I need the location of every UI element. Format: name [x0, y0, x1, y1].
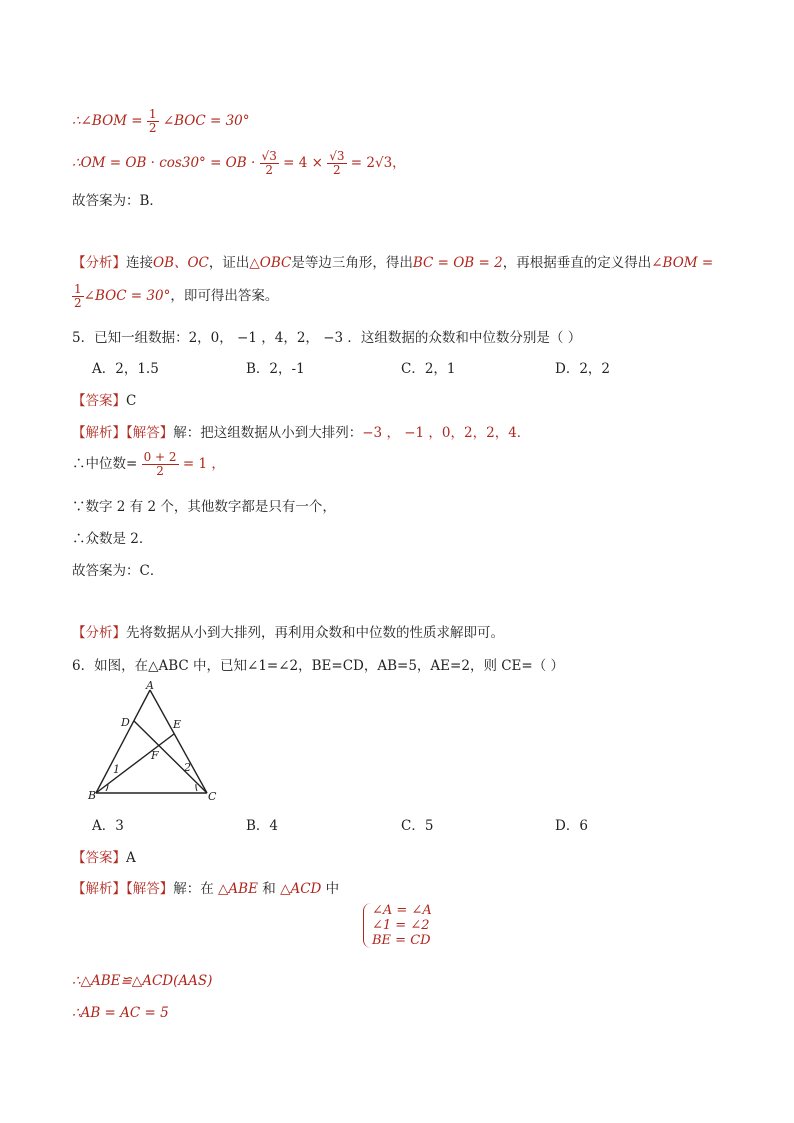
q5-stem: 5．已知一组数据：2，0， −1 ，4，2， −3 ．这组数据的众数和中位数分别是（ ）: [72, 330, 582, 346]
q6-answer: 【答案】A: [72, 850, 136, 866]
label-e: E: [173, 718, 182, 731]
label-d: D: [121, 716, 130, 729]
q4-analysis: 【分析】连接OB、OC，证出△OBC是等边三角形，得出BC = OB = 2，再根据垂直的定义得出∠BOM =: [72, 255, 714, 271]
q5-answer-line: 故答案为：C．: [72, 563, 164, 579]
q5-option-a: A．2，1.5: [92, 361, 159, 377]
q5-solution: 【解析】【解答】解：把这组数据从小到大排列：−3 ， −1 ，0，2，2，4．: [72, 425, 531, 441]
fraction: $\frac{1}{2}$: [74, 282, 82, 311]
q5-option-c: C．2，1: [401, 361, 456, 377]
fraction: $\frac{0 + 2}{2}$: [143, 450, 177, 479]
label-angle-2: 2: [184, 761, 191, 774]
q6-option-b: B．4: [246, 818, 279, 834]
congruent-line: ∴△ABE≌△ACD(AAS): [72, 973, 213, 989]
label-c: C: [208, 790, 217, 803]
label-angle-1: 1: [113, 763, 120, 776]
q6-option-c: C．5: [401, 818, 434, 834]
q6-option-d: D．6: [555, 818, 588, 834]
q5-count-line: ∵数字 2 有 2 个，其他数字都是只有一个，: [72, 499, 336, 515]
om-equation: ∴OM = OB · cos30° = OB · $\frac{√3}{2}$ = 4 × $\frac{√3}{2}$ = 2√3，: [72, 149, 406, 178]
q5-option-d: D．2，2: [555, 361, 611, 377]
q4-answer-line: 故答案为：B．: [72, 193, 163, 209]
fraction: $\frac{1}{2}$: [148, 107, 157, 136]
q5-option-b: B．2，-1: [246, 361, 305, 377]
system-row: ∠1 = ∠2: [372, 918, 430, 933]
q5-mode-line: ∴众数是 2．: [72, 531, 153, 547]
label-a: A: [146, 680, 154, 692]
label-f: F: [151, 749, 159, 762]
conclusion-line: ∴AB = AC = 5: [72, 1005, 169, 1021]
fraction: $\frac{√3}{2}$: [261, 149, 277, 178]
q5-analysis: 【分析】先将数据从小到大排列，再利用众数和中位数的性质求解即可。: [72, 625, 504, 641]
q6-option-a: A．3: [92, 818, 124, 834]
fraction: $\frac{√3}{2}$: [329, 149, 345, 178]
system-row: BE = CD: [372, 933, 431, 948]
triangle-figure: [86, 680, 236, 805]
equation-system: [363, 903, 432, 948]
system-row: ∠A = ∠A: [372, 903, 432, 918]
q4-analysis-cont: $\frac{1}{2}$ ∠BOC = 30°，即可得出答案。: [74, 282, 279, 311]
bom-equation: ∴∠BOM = $\frac{1}{2}$ ∠BOC = 30°: [72, 107, 250, 136]
median-line: ∴中位数= $\frac{0 + 2}{2}$ = 1 ，: [72, 450, 225, 479]
q5-answer: 【答案】C: [72, 393, 137, 409]
q6-solution: 【解析】【解答】解：在 △ABE 和 △ACD 中: [72, 881, 340, 897]
q6-stem: 6．如图，在△ABC 中，已知∠1=∠2，BE=CD，AB=5，AE=2，则 CE=（ ）: [72, 658, 565, 674]
label-b: B: [88, 789, 97, 802]
